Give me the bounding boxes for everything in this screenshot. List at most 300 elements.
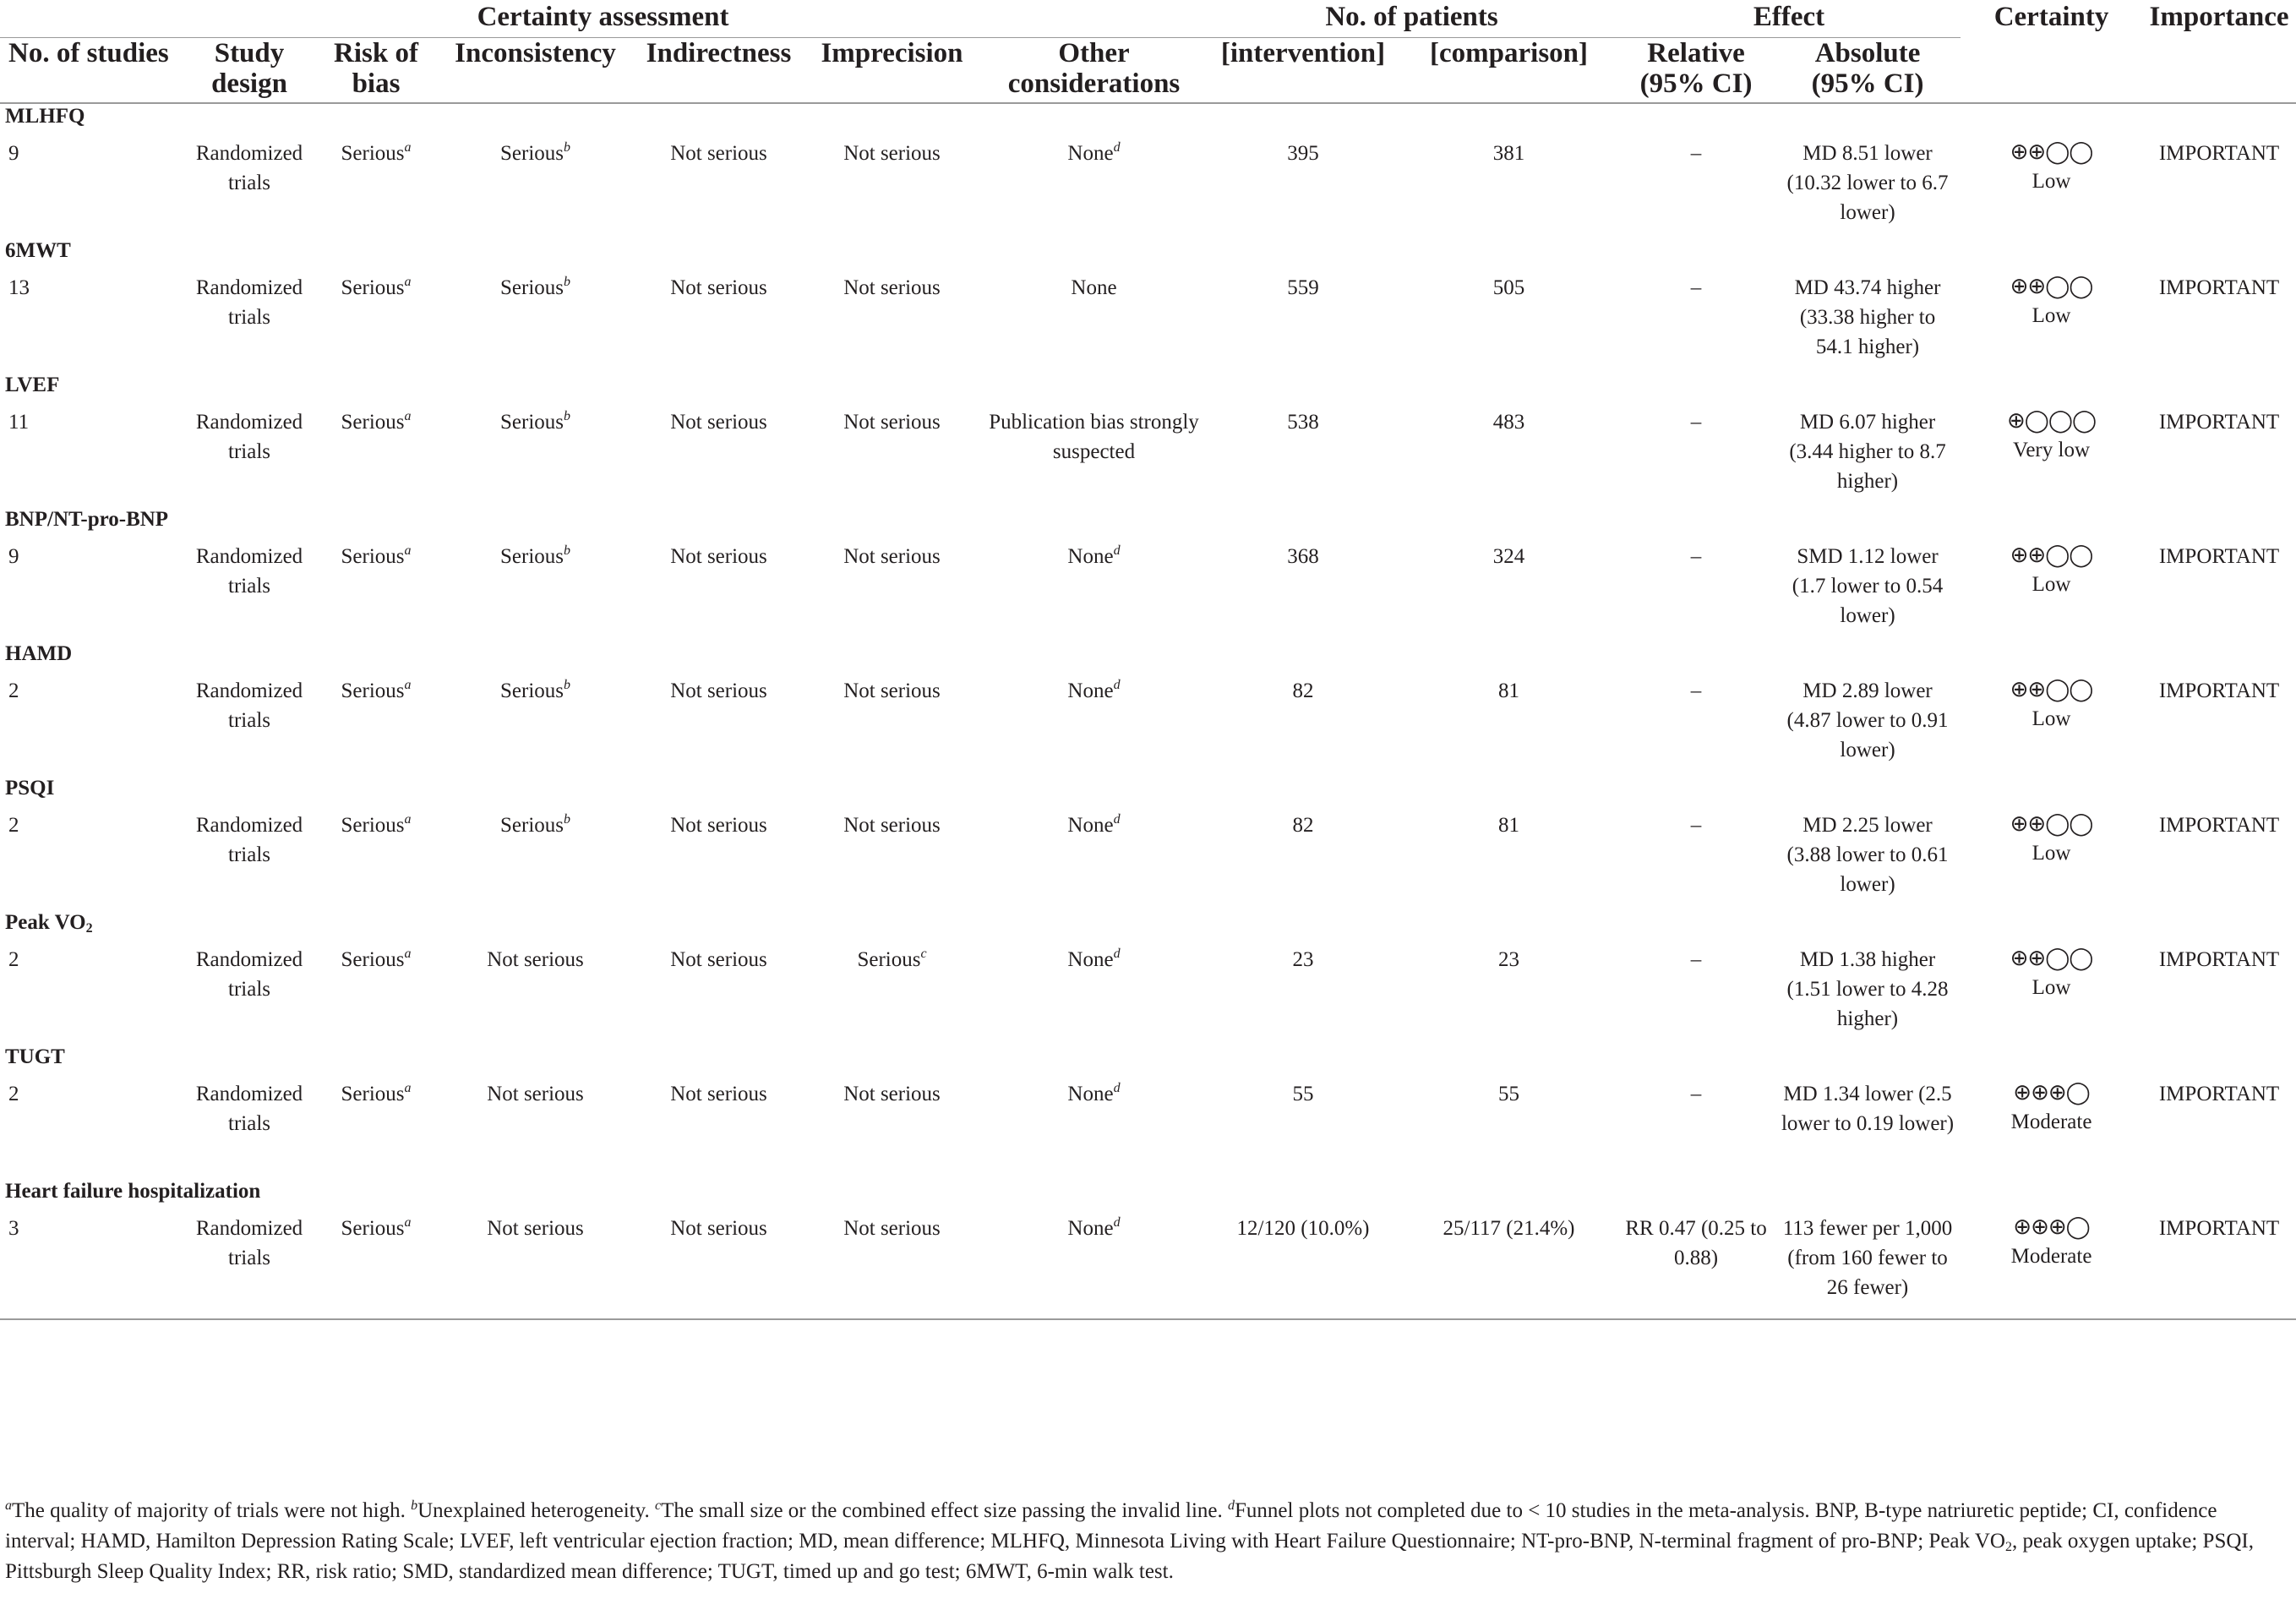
- cell-other-considerations-text: None: [1067, 142, 1114, 165]
- cell-inconsistency: [435, 676, 635, 776]
- cell-study-design: [182, 810, 317, 910]
- table-row: [0, 1079, 2296, 1179]
- cell-relative-text: –: [1690, 679, 1702, 702]
- cell-other-considerations: [982, 542, 1206, 641]
- cell-no-of-studies: [0, 542, 182, 641]
- cell-risk-of-bias: [317, 407, 435, 507]
- cell-intervention: [1206, 945, 1400, 1045]
- outcome-name-text: TUGT: [5, 1045, 65, 1068]
- outcome-heading-row: [0, 373, 2296, 407]
- outcome-name: [0, 910, 2296, 945]
- outcome-name: [0, 238, 2296, 273]
- cell-other-considerations-text: None: [1067, 679, 1114, 702]
- cell-comparison: [1400, 1214, 1617, 1319]
- cell-comparison-text: 55: [1498, 1083, 1520, 1105]
- cell-absolute-text: SMD 1.12 lower (1.7 lower to 0.54 lower): [1792, 545, 1944, 627]
- col-comparison: [comparison]: [1400, 38, 1617, 104]
- cell-imprecision-text: Not serious: [843, 1217, 941, 1240]
- cell-intervention-text: 538: [1287, 411, 1319, 434]
- footnote-ref: d: [1113, 140, 1121, 155]
- cell-absolute: [1775, 542, 1961, 641]
- cell-comparison: [1400, 676, 1617, 776]
- cell-indirectness: [635, 810, 802, 910]
- cell-certainty: [1961, 1079, 2142, 1179]
- certainty-rating-icon: ⊕⊕◯◯: [2010, 543, 2093, 568]
- cell-other-considerations: [982, 1214, 1206, 1319]
- col-study-design: Study design: [182, 38, 317, 104]
- cell-comparison: [1400, 945, 1617, 1045]
- cell-certainty: [1961, 273, 2142, 373]
- cell-absolute: [1775, 945, 1961, 1045]
- cell-risk-of-bias-text: Serious: [341, 545, 405, 568]
- cell-no-of-studies: [0, 273, 182, 373]
- cell-risk-of-bias-text: Serious: [341, 679, 405, 702]
- col-absolute: Absolute (95% CI): [1775, 38, 1961, 104]
- cell-intervention-text: 82: [1292, 814, 1314, 837]
- cell-importance: [2142, 1214, 2296, 1319]
- certainty-label: Low: [2031, 304, 2071, 327]
- cell-no-of-studies: [0, 407, 182, 507]
- cell-other-considerations-text: None: [1067, 1083, 1114, 1105]
- cell-other-considerations: [982, 1079, 1206, 1179]
- outcome-name: [0, 103, 2296, 139]
- cell-absolute-text: MD 2.89 lower (4.87 lower to 0.91 lower): [1786, 679, 1949, 761]
- cell-absolute-text: MD 6.07 higher (3.44 higher to 8.7 higher): [1789, 411, 1946, 493]
- group-no-of-patients: No. of patients: [1206, 0, 1617, 38]
- table-body: [0, 103, 2296, 1319]
- cell-other-considerations: [982, 676, 1206, 776]
- cell-importance-text: IMPORTANT: [2158, 948, 2280, 971]
- certainty-rating-icon: ⊕⊕⊕◯: [2013, 1080, 2090, 1105]
- cell-risk-of-bias: [317, 273, 435, 373]
- footnote-marker-b: b: [411, 1498, 418, 1513]
- table-row: [0, 273, 2296, 373]
- cell-risk-of-bias-text: Serious: [341, 276, 405, 299]
- cell-no-of-studies-text: 9: [8, 142, 19, 165]
- cell-relative-text: –: [1690, 276, 1702, 299]
- cell-risk-of-bias-text: Serious: [341, 948, 405, 971]
- footnote-ref: b: [564, 140, 570, 155]
- outcome-name-text: Peak VO: [5, 911, 86, 934]
- col-relative: Relative (95% CI): [1617, 38, 1775, 104]
- cell-inconsistency-text: Serious: [500, 679, 564, 702]
- cell-certainty: [1961, 676, 2142, 776]
- outcome-name: [0, 507, 2296, 542]
- certainty-rating-icon: ⊕⊕◯◯: [2010, 274, 2093, 299]
- cell-no-of-studies: [0, 810, 182, 910]
- cell-absolute: [1775, 1079, 1961, 1179]
- cell-imprecision: [802, 542, 982, 641]
- footnote-ref: d: [1113, 543, 1121, 558]
- cell-risk-of-bias: [317, 1214, 435, 1319]
- cell-imprecision: [802, 810, 982, 910]
- cell-imprecision-text: Not serious: [843, 411, 941, 434]
- cell-inconsistency-text: Serious: [500, 411, 564, 434]
- footnote-ref: a: [404, 947, 412, 961]
- cell-study-design: [182, 1079, 317, 1179]
- outcome-name-text: LVEF: [5, 374, 60, 396]
- cell-relative: [1617, 1079, 1775, 1179]
- cell-indirectness-text: Not serious: [670, 276, 767, 299]
- cell-other-considerations: [982, 273, 1206, 373]
- col-intervention: [intervention]: [1206, 38, 1400, 104]
- cell-absolute-text: MD 2.25 lower (3.88 lower to 0.61 lower): [1786, 814, 1949, 896]
- cell-imprecision: [802, 676, 982, 776]
- certainty-label: Very low: [2013, 439, 2091, 461]
- cell-importance-text: IMPORTANT: [2158, 276, 2280, 299]
- cell-inconsistency-text: Serious: [500, 814, 564, 837]
- cell-inconsistency: [435, 1079, 635, 1179]
- outcome-name-text: BNP/NT-pro-BNP: [5, 508, 169, 531]
- cell-no-of-studies-text: 9: [8, 545, 19, 568]
- cell-inconsistency-text: Not serious: [487, 1083, 584, 1105]
- cell-no-of-studies-text: 13: [8, 276, 30, 299]
- footnote-vo-subscript: 2: [2004, 1540, 2012, 1554]
- cell-importance: [2142, 676, 2296, 776]
- cell-comparison-text: 81: [1498, 679, 1520, 702]
- col-risk-of-bias: Risk of bias: [317, 38, 435, 104]
- cell-imprecision: [802, 945, 982, 1045]
- footnote-ref: d: [1113, 812, 1121, 827]
- cell-relative-text: –: [1690, 545, 1702, 568]
- cell-study-design: [182, 407, 317, 507]
- table-row: [0, 407, 2296, 507]
- cell-inconsistency-text: Not serious: [487, 948, 584, 971]
- cell-importance-text: IMPORTANT: [2158, 1083, 2280, 1105]
- table-row: [0, 810, 2296, 910]
- cell-inconsistency: [435, 273, 635, 373]
- cell-indirectness-text: Not serious: [670, 142, 767, 165]
- cell-no-of-studies-text: 11: [8, 411, 30, 434]
- cell-study-design: [182, 542, 317, 641]
- cell-imprecision: [802, 407, 982, 507]
- cell-importance-text: IMPORTANT: [2158, 411, 2280, 434]
- cell-other-considerations-text: Publication bias strongly suspected: [989, 411, 1199, 463]
- cell-intervention: [1206, 407, 1400, 507]
- cell-study-design: [182, 945, 317, 1045]
- certainty-rating-icon: ⊕⊕◯◯: [2010, 139, 2093, 165]
- cell-relative: [1617, 542, 1775, 641]
- cell-comparison-text: 381: [1492, 142, 1525, 165]
- cell-comparison: [1400, 1079, 1617, 1179]
- footnote-b-text: Unexplained heterogeneity.: [417, 1499, 650, 1522]
- cell-inconsistency: [435, 1214, 635, 1319]
- cell-indirectness: [635, 407, 802, 507]
- cell-indirectness-text: Not serious: [670, 1083, 767, 1105]
- cell-no-of-studies-text: 2: [8, 1083, 19, 1105]
- col-other-considerations: Other considerations: [982, 38, 1206, 104]
- cell-no-of-studies: [0, 139, 182, 238]
- cell-inconsistency-text: Not serious: [487, 1217, 584, 1240]
- cell-absolute: [1775, 407, 1961, 507]
- cell-intervention: [1206, 1214, 1400, 1319]
- table-row: [0, 139, 2296, 238]
- outcome-name: [0, 641, 2296, 676]
- cell-certainty: [1961, 1214, 2142, 1319]
- cell-other-considerations: [982, 407, 1206, 507]
- cell-indirectness-text: Not serious: [670, 545, 767, 568]
- column-header-row: [0, 38, 2296, 104]
- outcome-heading-row: [0, 103, 2296, 139]
- certainty-rating-icon: ⊕⊕◯◯: [2010, 677, 2093, 702]
- group-header-row: [0, 0, 2296, 38]
- cell-no-of-studies-text: 2: [8, 814, 19, 837]
- cell-other-considerations-text: None: [1067, 948, 1114, 971]
- cell-absolute: [1775, 676, 1961, 776]
- cell-intervention: [1206, 1079, 1400, 1179]
- cell-inconsistency-text: Serious: [500, 276, 564, 299]
- table-footnote: [5, 1496, 2287, 1587]
- cell-relative-text: –: [1690, 814, 1702, 837]
- table-row: [0, 542, 2296, 641]
- certainty-label: Low: [2031, 573, 2071, 596]
- certainty-label: Low: [2031, 976, 2071, 999]
- footnote-ref: b: [564, 812, 570, 827]
- cell-relative: [1617, 810, 1775, 910]
- cell-imprecision-text: Not serious: [843, 276, 941, 299]
- cell-indirectness: [635, 273, 802, 373]
- cell-relative-text: –: [1690, 411, 1702, 434]
- cell-certainty: [1961, 139, 2142, 238]
- cell-imprecision: [802, 1214, 982, 1319]
- certainty-label: Low: [2031, 170, 2071, 193]
- cell-comparison: [1400, 542, 1617, 641]
- cell-indirectness-text: Not serious: [670, 948, 767, 971]
- cell-other-considerations: [982, 945, 1206, 1045]
- cell-no-of-studies: [0, 1079, 182, 1179]
- footnote-ref: d: [1113, 678, 1121, 692]
- cell-imprecision: [802, 139, 982, 238]
- cell-comparison-text: 324: [1492, 545, 1525, 568]
- cell-risk-of-bias-text: Serious: [341, 411, 405, 434]
- cell-imprecision-text: Not serious: [843, 545, 941, 568]
- table-header: [0, 0, 2296, 103]
- cell-absolute-text: MD 8.51 lower (10.32 lower to 6.7 lower): [1786, 142, 1949, 224]
- footnote-c-text: The small size or the combined effect size passing the invalid line.: [661, 1499, 1223, 1522]
- cell-intervention-text: 55: [1292, 1083, 1314, 1105]
- cell-inconsistency: [435, 945, 635, 1045]
- group-certainty: Certainty: [1993, 2, 2109, 32]
- cell-certainty: [1961, 945, 2142, 1045]
- cell-study-design-text: Randomized trials: [195, 948, 303, 1001]
- cell-certainty: [1961, 810, 2142, 910]
- footnote-ref: a: [404, 1215, 412, 1230]
- cell-intervention: [1206, 273, 1400, 373]
- cell-comparison-text: 81: [1498, 814, 1520, 837]
- cell-indirectness-text: Not serious: [670, 411, 767, 434]
- cell-importance-text: IMPORTANT: [2158, 142, 2280, 165]
- cell-importance-text: IMPORTANT: [2158, 545, 2280, 568]
- cell-intervention: [1206, 676, 1400, 776]
- cell-comparison-text: 25/117 (21.4%): [1442, 1217, 1575, 1240]
- cell-absolute: [1775, 139, 1961, 238]
- cell-indirectness: [635, 139, 802, 238]
- cell-imprecision: [802, 273, 982, 373]
- outcome-heading-row: [0, 776, 2296, 810]
- footnote-marker-d: d: [1228, 1498, 1235, 1513]
- cell-importance: [2142, 945, 2296, 1045]
- cell-comparison: [1400, 407, 1617, 507]
- cell-study-design-text: Randomized trials: [195, 276, 303, 329]
- cell-relative: [1617, 945, 1775, 1045]
- cell-indirectness-text: Not serious: [670, 814, 767, 837]
- cell-absolute: [1775, 273, 1961, 373]
- table-row: [0, 1214, 2296, 1319]
- footnote-ref: a: [404, 275, 412, 289]
- outcome-name: [0, 1179, 2296, 1214]
- cell-relative: [1617, 1214, 1775, 1319]
- certainty-rating-icon: ⊕⊕◯◯: [2010, 811, 2093, 837]
- cell-importance: [2142, 810, 2296, 910]
- footnote-ref: a: [404, 140, 412, 155]
- cell-intervention: [1206, 542, 1400, 641]
- cell-relative: [1617, 407, 1775, 507]
- cell-risk-of-bias-text: Serious: [341, 814, 405, 837]
- cell-relative: [1617, 676, 1775, 776]
- cell-indirectness: [635, 945, 802, 1045]
- cell-study-design-text: Randomized trials: [195, 545, 303, 598]
- cell-study-design: [182, 273, 317, 373]
- cell-relative-text: –: [1690, 142, 1702, 165]
- cell-no-of-studies: [0, 676, 182, 776]
- col-imprecision: Imprecision: [802, 38, 982, 104]
- cell-risk-of-bias: [317, 1079, 435, 1179]
- cell-importance: [2142, 273, 2296, 373]
- footnote-tail-text: , peak oxygen uptake; PSQI, Pittsburgh Sleep Quality Index; RR, risk ratio; SMD, standardized mean difference; TUGT, timed up and go test; 6MWT, 6-min walk test.: [5, 1530, 2254, 1583]
- outcome-name-text: 6MWT: [5, 239, 71, 262]
- certainty-rating-icon: ⊕⊕◯◯: [2010, 946, 2093, 971]
- certainty-rating-icon: ⊕⊕⊕◯: [2013, 1214, 2090, 1240]
- cell-imprecision-text: Not serious: [843, 1083, 941, 1105]
- cell-no-of-studies: [0, 1214, 182, 1319]
- group-importance: Importance: [2149, 2, 2289, 32]
- cell-other-considerations-text: None: [1067, 1217, 1114, 1240]
- cell-risk-of-bias-text: Serious: [341, 142, 405, 165]
- cell-study-design-text: Randomized trials: [195, 814, 303, 866]
- cell-indirectness-text: Not serious: [670, 679, 767, 702]
- cell-risk-of-bias-text: Serious: [341, 1083, 405, 1105]
- cell-indirectness: [635, 1079, 802, 1179]
- cell-risk-of-bias: [317, 945, 435, 1045]
- cell-other-considerations-text: None: [1067, 545, 1114, 568]
- outcome-heading-row: [0, 507, 2296, 542]
- cell-imprecision-text: Not serious: [843, 679, 941, 702]
- cell-imprecision: [802, 1079, 982, 1179]
- cell-study-design: [182, 1214, 317, 1319]
- cell-intervention: [1206, 139, 1400, 238]
- cell-comparison: [1400, 273, 1617, 373]
- cell-relative-text: –: [1690, 1083, 1702, 1105]
- cell-study-design-text: Randomized trials: [195, 1083, 303, 1135]
- group-effect: Effect: [1617, 0, 1961, 38]
- footnote-ref: a: [404, 1081, 412, 1095]
- cell-absolute-text: MD 1.34 lower (2.5 lower to 0.19 lower): [1781, 1083, 1955, 1135]
- certainty-label: Low: [2031, 842, 2071, 865]
- col-inconsistency: Inconsistency: [435, 38, 635, 104]
- outcome-heading-row: [0, 238, 2296, 273]
- cell-inconsistency-text: Serious: [500, 545, 564, 568]
- cell-intervention-text: 559: [1287, 276, 1319, 299]
- cell-indirectness: [635, 1214, 802, 1319]
- group-certainty-assessment: Certainty assessment: [0, 0, 1206, 38]
- footnote-ref: b: [564, 543, 570, 558]
- cell-other-considerations: [982, 139, 1206, 238]
- outcome-heading-row: [0, 1045, 2296, 1079]
- cell-comparison-text: 483: [1492, 411, 1525, 434]
- cell-intervention: [1206, 810, 1400, 910]
- cell-importance-text: IMPORTANT: [2158, 1217, 2280, 1240]
- cell-other-considerations-text: None: [1067, 814, 1114, 837]
- outcome-name: [0, 1045, 2296, 1079]
- outcome-name-subscript: 2: [85, 921, 93, 936]
- cell-inconsistency: [435, 139, 635, 238]
- cell-intervention-text: 368: [1287, 545, 1319, 568]
- footnote-marker-a: a: [5, 1498, 12, 1513]
- cell-imprecision-text: Serious: [857, 948, 921, 971]
- cell-no-of-studies: [0, 945, 182, 1045]
- cell-importance: [2142, 542, 2296, 641]
- cell-risk-of-bias: [317, 810, 435, 910]
- footnote-ref: d: [1113, 1081, 1121, 1095]
- certainty-label: Low: [2031, 707, 2071, 730]
- footnote-ref: b: [564, 678, 570, 692]
- cell-importance: [2142, 407, 2296, 507]
- cell-inconsistency: [435, 407, 635, 507]
- cell-imprecision-text: Not serious: [843, 142, 941, 165]
- cell-study-design: [182, 676, 317, 776]
- footnote-ref: a: [404, 812, 412, 827]
- cell-risk-of-bias: [317, 542, 435, 641]
- cell-no-of-studies-text: 3: [8, 1217, 19, 1240]
- outcome-heading-row: [0, 910, 2296, 945]
- outcome-name-text: Heart failure hospitalization: [5, 1180, 261, 1203]
- cell-relative: [1617, 139, 1775, 238]
- cell-inconsistency: [435, 810, 635, 910]
- cell-relative-text: RR 0.47 (0.25 to 0.88): [1625, 1217, 1767, 1269]
- certainty-label: Moderate: [2010, 1245, 2092, 1268]
- cell-importance-text: IMPORTANT: [2158, 814, 2280, 837]
- cell-study-design-text: Randomized trials: [195, 1217, 303, 1269]
- cell-no-of-studies-text: 2: [8, 948, 19, 971]
- footnote-ref: d: [1113, 947, 1121, 961]
- certainty-rating-icon: ⊕◯◯◯: [2006, 408, 2097, 434]
- cell-importance-text: IMPORTANT: [2158, 679, 2280, 702]
- cell-other-considerations-text: None: [1071, 276, 1117, 299]
- cell-risk-of-bias: [317, 139, 435, 238]
- footnote-ref: b: [564, 409, 570, 423]
- col-importance-blank: [2142, 38, 2296, 104]
- outcome-heading-row: [0, 641, 2296, 676]
- cell-indirectness-text: Not serious: [670, 1217, 767, 1240]
- cell-comparison-text: 23: [1498, 948, 1520, 971]
- footnote-ref: a: [404, 543, 412, 558]
- footnote-a-text: The quality of majority of trials were not high.: [12, 1499, 406, 1522]
- footnote-d-text: Funnel plots not completed due to < 10 studies in the meta-analysis. BNP, B-type natriuretic peptide; CI, confidence interval; HAMD, Hamilton Depression Rating Scale; LVEF, left ventricular ejection fraction; MD, mean difference; MLHFQ, Minnesota Living with Heart Failure Questionnaire; NT-pro-BNP, N-terminal fragment of pro-BNP; Peak VO: [5, 1499, 2217, 1553]
- cell-comparison: [1400, 810, 1617, 910]
- cell-absolute-text: 113 fewer per 1,000 (from 160 fewer to 26 fewer): [1782, 1217, 1953, 1299]
- cell-indirectness: [635, 542, 802, 641]
- cell-importance: [2142, 139, 2296, 238]
- cell-relative: [1617, 273, 1775, 373]
- cell-no-of-studies-text: 2: [8, 679, 19, 702]
- cell-intervention-text: 12/120 (10.0%): [1236, 1217, 1370, 1240]
- footnote-ref: a: [404, 678, 412, 692]
- cell-comparison: [1400, 139, 1617, 238]
- footnote-ref: a: [404, 409, 412, 423]
- cell-intervention-text: 82: [1292, 679, 1314, 702]
- outcome-name: [0, 776, 2296, 810]
- cell-study-design-text: Randomized trials: [195, 142, 303, 194]
